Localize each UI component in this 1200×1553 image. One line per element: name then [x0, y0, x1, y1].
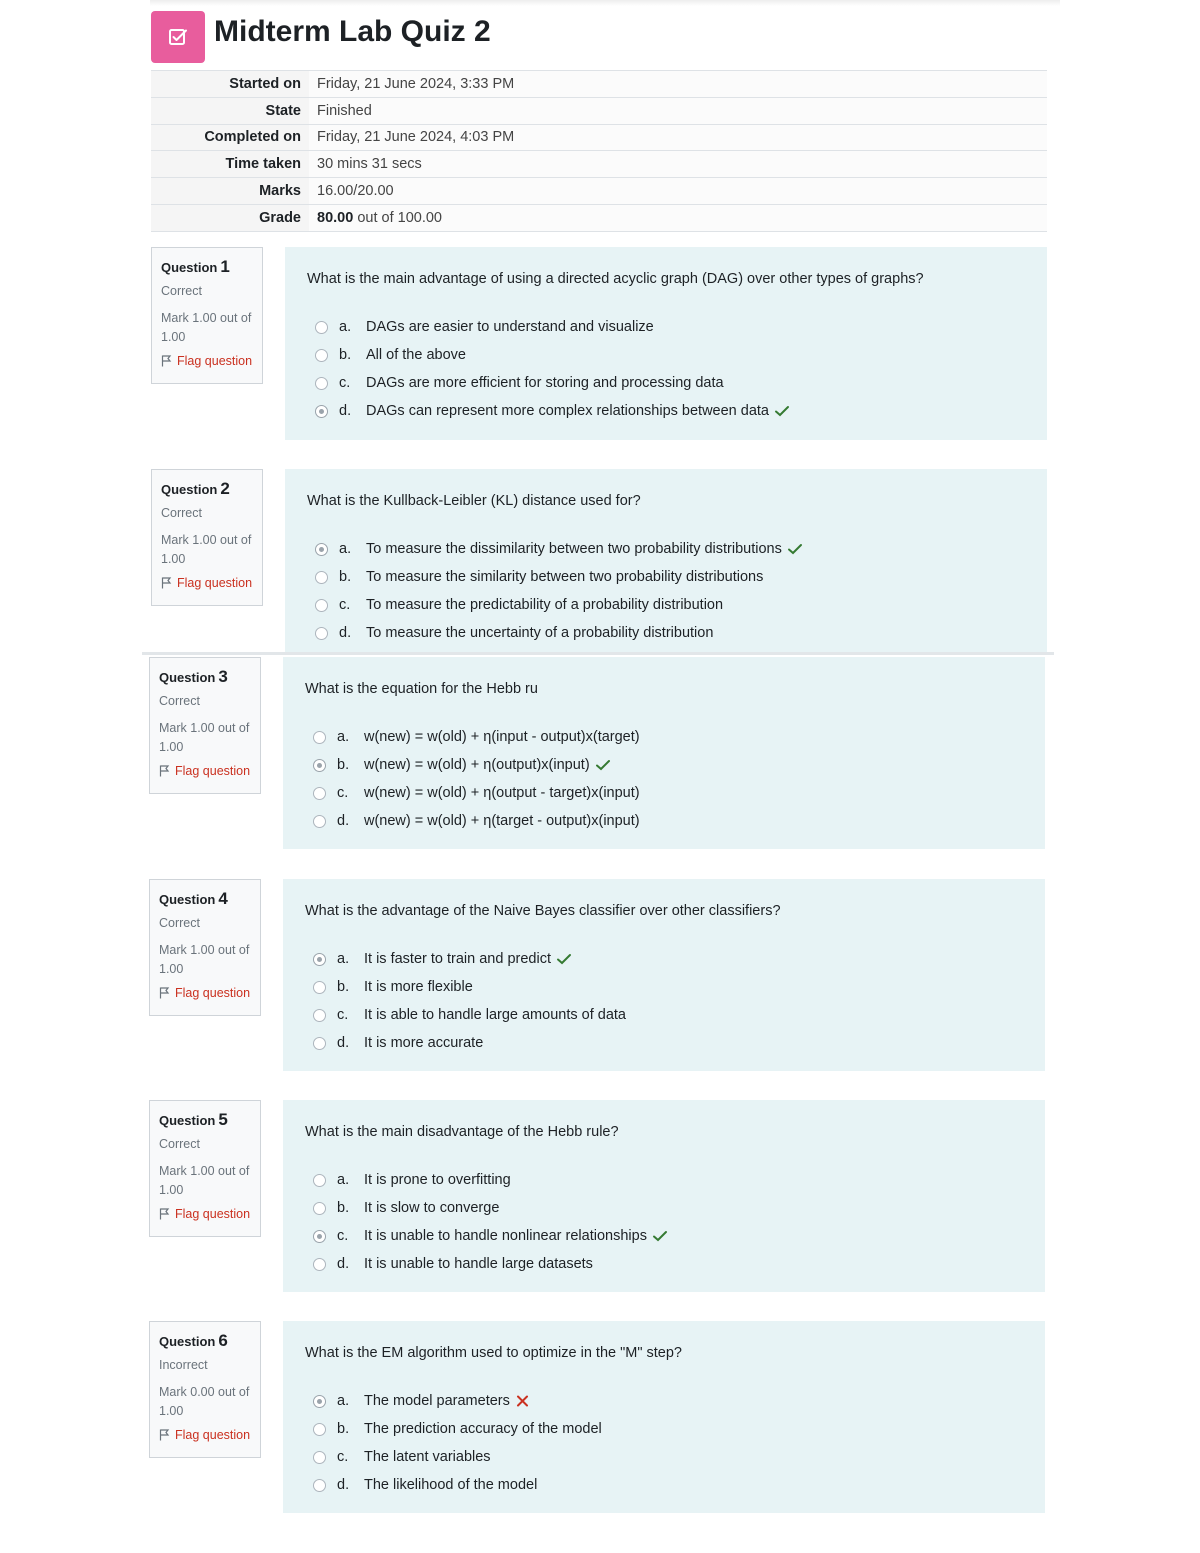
summary-value: 30 mins 31 secs — [309, 151, 1047, 178]
flag-icon — [161, 355, 172, 367]
check-icon — [787, 542, 803, 556]
answer-radio[interactable] — [315, 627, 328, 640]
question-content — [283, 657, 1045, 849]
question-label: Question — [161, 260, 218, 275]
question-mark: Mark 1.00 out of 1.00 — [159, 943, 250, 976]
answer-text: The latent variables — [364, 1449, 491, 1465]
answer-letter: b. — [337, 1421, 350, 1437]
question-number — [159, 1110, 252, 1131]
answer-text: The likelihood of the model — [364, 1477, 538, 1493]
question-info-panel — [151, 469, 263, 606]
incorrect-mark — [515, 1394, 531, 1408]
question-content — [283, 1321, 1045, 1513]
answer-radio[interactable] — [313, 787, 326, 800]
answer-option[interactable] — [313, 1387, 1025, 1415]
answer-letter: a. — [337, 1172, 350, 1188]
flag-icon — [161, 577, 172, 589]
flag-icon — [159, 987, 170, 999]
summary-label: Completed on — [151, 124, 309, 151]
answer-letter: c. — [339, 597, 351, 613]
answer-text: w(new) = w(old) + η(target - output)x(input) — [364, 813, 640, 829]
check-icon — [774, 404, 790, 418]
answer-option[interactable] — [313, 1471, 1025, 1499]
header-shadow — [150, 0, 1060, 6]
question-state: Correct — [159, 1137, 200, 1151]
summary-value: 16.00/20.00 — [309, 178, 1047, 205]
question-mark: Mark 1.00 out of 1.00 — [161, 311, 252, 344]
answer-radio[interactable] — [313, 1230, 326, 1243]
section-divider — [142, 652, 1054, 655]
question-text: What is the equation for the Hebb ru — [305, 681, 538, 697]
flag-question-label: Flag question — [175, 764, 251, 778]
answer-radio[interactable] — [313, 1037, 326, 1050]
answer-radio[interactable] — [313, 1423, 326, 1436]
question-info-panel — [149, 657, 261, 794]
answer-option[interactable] — [315, 341, 1027, 369]
answer-option[interactable] — [313, 1415, 1025, 1443]
question-text: What is the main disadvantage of the Hebb rule? — [305, 1124, 619, 1140]
summary-label: State — [151, 97, 309, 124]
answer-text: The prediction accuracy of the model — [364, 1421, 602, 1437]
answer-letter: b. — [337, 979, 350, 995]
question-number-value: 1 — [220, 257, 230, 276]
answer-list — [313, 723, 1025, 835]
answer-list — [313, 1387, 1025, 1499]
summary-value: Friday, 21 June 2024, 3:33 PM — [309, 71, 1047, 98]
quiz-summary-table — [151, 70, 1047, 232]
question-state: Correct — [159, 694, 200, 708]
answer-option[interactable] — [313, 1250, 1025, 1278]
answer-radio[interactable] — [315, 321, 328, 334]
answer-option[interactable] — [313, 1443, 1025, 1471]
flag-icon — [159, 765, 170, 777]
answer-list — [315, 313, 1027, 425]
question-info-panel — [151, 247, 263, 384]
question-text: What is the EM algorithm used to optimize in the "M" step? — [305, 1345, 682, 1361]
flag-question-label: Flag question — [177, 354, 253, 368]
question-content — [285, 469, 1047, 652]
summary-value — [309, 204, 1047, 231]
answer-text: All of the above — [366, 347, 466, 363]
answer-letter: d. — [339, 625, 352, 641]
flag-question-link[interactable] — [161, 576, 254, 590]
answer-radio[interactable] — [315, 405, 328, 418]
flag-question-label: Flag question — [175, 986, 251, 1000]
summary-row — [151, 124, 1047, 151]
summary-label: Time taken — [151, 151, 309, 178]
answer-text: It is able to handle large amounts of data — [364, 1007, 626, 1023]
question-state: Incorrect — [159, 1358, 208, 1372]
answer-letter: b. — [339, 347, 352, 363]
flag-question-link[interactable] — [159, 1207, 252, 1221]
question-info-panel — [149, 1100, 261, 1237]
answer-letter: d. — [337, 813, 350, 829]
question-number — [161, 479, 254, 500]
correct-mark — [787, 542, 803, 556]
answer-letter: d. — [337, 1035, 350, 1051]
answer-text: To measure the similarity between two probability distributions — [366, 569, 764, 585]
question-number-value: 3 — [218, 667, 228, 686]
answer-option[interactable] — [313, 1166, 1025, 1194]
question-mark: Mark 0.00 out of 1.00 — [159, 1385, 250, 1418]
flag-question-label: Flag question — [175, 1207, 251, 1221]
answer-radio[interactable] — [313, 1395, 326, 1408]
question-label: Question — [159, 670, 216, 685]
question-label: Question — [159, 1113, 216, 1128]
question-number-value: 4 — [218, 889, 228, 908]
question-number-value: 5 — [218, 1110, 228, 1129]
answer-letter: a. — [337, 951, 350, 967]
answer-letter: a. — [337, 1393, 350, 1409]
check-icon — [652, 1229, 668, 1243]
answer-text: DAGs are more efficient for storing and processing data — [366, 375, 724, 391]
question-label: Question — [159, 1334, 216, 1349]
question-mark: Mark 1.00 out of 1.00 — [161, 533, 252, 566]
answer-option[interactable] — [313, 779, 1025, 807]
answer-option[interactable] — [313, 1029, 1025, 1057]
answer-text: It is faster to train and predict — [364, 951, 551, 967]
answer-radio[interactable] — [315, 377, 328, 390]
answer-option[interactable] — [313, 973, 1025, 1001]
answer-letter: a. — [337, 729, 350, 745]
answer-text: DAGs can represent more complex relationships between data — [366, 403, 769, 419]
question-info-panel — [149, 879, 261, 1016]
answer-option[interactable] — [313, 751, 1025, 779]
answer-radio[interactable] — [313, 981, 326, 994]
answer-option[interactable] — [313, 945, 1025, 973]
question-mark: Mark 1.00 out of 1.00 — [159, 1164, 250, 1197]
summary-value: Finished — [309, 97, 1047, 124]
answer-option[interactable] — [313, 807, 1025, 835]
grade-suffix: out of 100.00 — [357, 209, 442, 226]
answer-option[interactable] — [313, 1222, 1025, 1250]
cross-icon — [515, 1394, 531, 1408]
flag-icon — [159, 1208, 170, 1220]
summary-row — [151, 151, 1047, 178]
question-number — [159, 1331, 252, 1352]
answer-radio[interactable] — [313, 1451, 326, 1464]
answer-option[interactable] — [315, 369, 1027, 397]
answer-option[interactable] — [313, 1194, 1025, 1222]
summary-value: Friday, 21 June 2024, 4:03 PM — [309, 124, 1047, 151]
answer-radio[interactable] — [313, 1202, 326, 1215]
answer-radio[interactable] — [313, 953, 326, 966]
question-number-value: 6 — [218, 1331, 228, 1350]
flag-icon — [159, 1429, 170, 1441]
answer-option[interactable] — [313, 723, 1025, 751]
answer-letter: c. — [337, 1449, 349, 1465]
answer-radio[interactable] — [313, 1479, 326, 1492]
answer-text: It is slow to converge — [364, 1200, 500, 1216]
summary-row — [151, 204, 1047, 231]
summary-row — [151, 71, 1047, 98]
answer-text: To measure the predictability of a probability distribution — [366, 597, 724, 613]
answer-text: It is more flexible — [364, 979, 473, 995]
correct-mark — [595, 758, 611, 772]
question-text: What is the main advantage of using a directed acyclic graph (DAG) over other types of graphs? — [307, 271, 924, 287]
answer-option[interactable] — [315, 313, 1027, 341]
question-text: What is the advantage of the Naive Bayes classifier over other classifiers? — [305, 903, 781, 919]
quiz-icon — [151, 11, 205, 63]
answer-letter: a. — [339, 541, 352, 557]
question-label: Question — [161, 482, 218, 497]
answer-radio[interactable] — [315, 571, 328, 584]
checkbox-edit-icon — [167, 26, 189, 48]
correct-mark — [556, 952, 572, 966]
correct-mark — [774, 404, 790, 418]
question-state: Correct — [161, 506, 202, 520]
check-icon — [556, 952, 572, 966]
question-text: What is the Kullback-Leibler (KL) distance used for? — [307, 493, 641, 509]
answer-letter: c. — [337, 785, 349, 801]
answer-text: w(new) = w(old) + η(input - output)x(target) — [364, 729, 640, 745]
question-number — [161, 257, 254, 278]
answer-radio[interactable] — [313, 1258, 326, 1271]
answer-option[interactable] — [315, 535, 1027, 563]
question-label: Question — [159, 892, 216, 907]
summary-label: Marks — [151, 178, 309, 205]
answer-list — [313, 945, 1025, 1057]
answer-text: To measure the dissimilarity between two probability distributions — [366, 541, 782, 557]
answer-letter: a. — [339, 319, 352, 335]
answer-radio[interactable] — [315, 543, 328, 556]
answer-letter: b. — [339, 569, 352, 585]
flag-question-label: Flag question — [175, 1428, 251, 1442]
flag-question-link[interactable] — [159, 764, 252, 778]
question-content — [283, 1100, 1045, 1292]
question-state: Correct — [159, 916, 200, 930]
answer-option[interactable] — [315, 397, 1027, 425]
answer-text: DAGs are easier to understand and visualize — [366, 319, 654, 335]
answer-text: It is more accurate — [364, 1035, 484, 1051]
page-title: Midterm Lab Quiz 2 — [214, 15, 491, 48]
question-info-panel — [149, 1321, 261, 1458]
question-number — [159, 889, 252, 910]
answer-letter: c. — [337, 1228, 349, 1244]
answer-text: w(new) = w(old) + η(output)x(input) — [364, 757, 590, 773]
grade-value: 80.00 — [317, 209, 354, 226]
correct-mark — [652, 1229, 668, 1243]
summary-label: Grade — [151, 204, 309, 231]
answer-text: It is prone to overfitting — [364, 1172, 511, 1188]
answer-letter: d. — [337, 1256, 350, 1272]
flag-question-link[interactable] — [159, 986, 252, 1000]
summary-row — [151, 178, 1047, 205]
question-number — [159, 667, 252, 688]
answer-option[interactable] — [315, 619, 1027, 647]
question-content — [285, 247, 1047, 440]
answer-text: It is unable to handle large datasets — [364, 1256, 593, 1272]
check-icon — [595, 758, 611, 772]
question-content — [283, 879, 1045, 1071]
answer-letter: b. — [337, 757, 350, 773]
answer-letter: d. — [339, 403, 352, 419]
question-state: Correct — [161, 284, 202, 298]
question-number-value: 2 — [220, 479, 230, 498]
answer-list — [315, 535, 1027, 647]
answer-radio[interactable] — [313, 759, 326, 772]
answer-option[interactable] — [313, 1001, 1025, 1029]
summary-row — [151, 97, 1047, 124]
flag-question-link[interactable] — [159, 1428, 252, 1442]
answer-text: The model parameters — [364, 1393, 510, 1409]
flag-question-label: Flag question — [177, 576, 253, 590]
answer-text: w(new) = w(old) + η(output - target)x(input) — [364, 785, 640, 801]
answer-radio[interactable] — [313, 1174, 326, 1187]
answer-radio[interactable] — [313, 731, 326, 744]
flag-question-link[interactable] — [161, 354, 254, 368]
answer-option[interactable] — [315, 591, 1027, 619]
answer-option[interactable] — [315, 563, 1027, 591]
answer-letter: c. — [337, 1007, 349, 1023]
answer-list — [313, 1166, 1025, 1278]
answer-letter: b. — [337, 1200, 350, 1216]
answer-radio[interactable] — [313, 815, 326, 828]
answer-letter: d. — [337, 1477, 350, 1493]
answer-radio[interactable] — [315, 349, 328, 362]
answer-letter: c. — [339, 375, 351, 391]
answer-text: To measure the uncertainty of a probability distribution — [366, 625, 714, 641]
answer-radio[interactable] — [313, 1009, 326, 1022]
summary-label: Started on — [151, 71, 309, 98]
answer-text: It is unable to handle nonlinear relationships — [364, 1228, 647, 1244]
answer-radio[interactable] — [315, 599, 328, 612]
question-mark: Mark 1.00 out of 1.00 — [159, 721, 250, 754]
